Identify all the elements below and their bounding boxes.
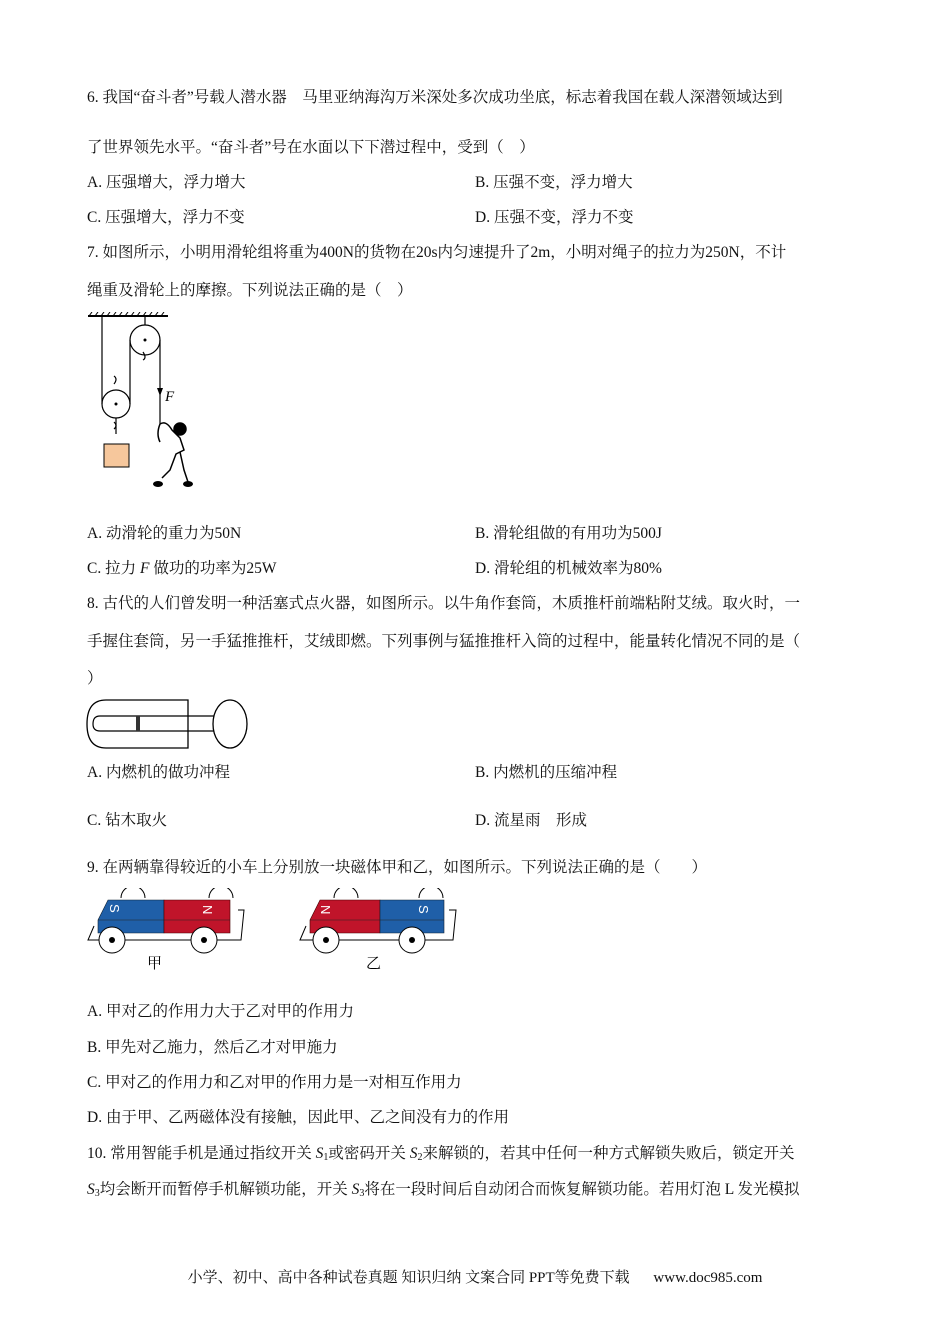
q6-option-b: B. 压强不变，浮力增大 xyxy=(475,174,633,191)
q7-option-c-rest: 做功的功率为25W xyxy=(153,560,277,577)
q7-stem-line2: 绳重及滑轮上的摩擦。下列说法正确的是（ ） xyxy=(87,282,413,299)
q9-option-b: B. 甲先对乙施力，然后乙才对甲施力 xyxy=(87,1039,338,1056)
q6-option-a: A. 压强增大，浮力增大 xyxy=(87,174,246,191)
page-footer xyxy=(0,1268,950,1288)
sub: 3 xyxy=(359,1188,365,1199)
q6-stem-line2: 了世界领先水平。“奋斗者”号在水面以下下潜过程中，受到（ ） xyxy=(87,139,535,156)
q9-stem: 9. 在两辆靠得较近的小车上分别放一块磁体甲和乙，如图所示。下列说法正确的是（ ） xyxy=(87,859,708,876)
q6-option-d: D. 压强不变，浮力不变 xyxy=(475,209,634,226)
q9-option-d: D. 由于甲、乙两磁体没有接触，因此甲、乙之间没有力的作用 xyxy=(87,1109,509,1126)
pole-n-2: N xyxy=(318,905,333,915)
car1-caption: 甲 xyxy=(147,954,163,972)
q8-stem-line2: 手握住套筒，另一手猛推推杆，艾绒即燃。下列事例与猛推推杆入筒的过程中，能量转化情况不同的是（ xyxy=(87,633,801,650)
q8-option-b: B. 内燃机的压缩冲程 xyxy=(475,764,618,781)
q9-option-c: C. 甲对乙的作用力和乙对甲的作用力是一对相互作用力 xyxy=(87,1074,462,1091)
pulley-figure xyxy=(88,312,198,492)
force-label: F xyxy=(165,389,175,405)
q7-option-d: D. 滑轮组的机械效率为80% xyxy=(475,560,662,577)
sub: 1 xyxy=(323,1152,329,1163)
q6-option-c: C. 压强增大，浮力不变 xyxy=(87,209,245,226)
q7-stem-line1: 7. 如图所示，小明用滑轮组将重为400N的货物在20s内匀速提升了2m，小明对绳子的拉力为250N，不计 xyxy=(87,244,787,261)
text: 均会断开而暂停手机解锁功能，开关 xyxy=(99,1181,352,1198)
q6-stem-line1: 6. 我国“奋斗者”号载人潜水器 马里亚纳海沟万米深处多次成功坐底，标志着我国在载人深潜领域达到 xyxy=(87,89,783,106)
q10-stem-line1 xyxy=(87,1144,795,1168)
sub: 2 xyxy=(417,1152,423,1163)
magnet-cars-figure xyxy=(86,888,466,983)
q7-option-a: A. 动滑轮的重力为50N xyxy=(87,525,242,542)
q7-option-c-prefix: C. 拉力 xyxy=(87,560,137,577)
text: 或密码开关 xyxy=(328,1145,410,1162)
q7-option-c xyxy=(87,559,276,579)
q8-stem-line3: ） xyxy=(87,670,103,687)
var-s2: S xyxy=(409,1145,418,1162)
sub: 3 xyxy=(94,1188,100,1199)
footer-text: 小学、初中、高中各种试卷真题 知识归纳 文案合同 PPT等免费下载 xyxy=(187,1270,630,1286)
pole-n-1: N xyxy=(200,905,215,915)
q8-option-c: C. 钻木取火 xyxy=(87,812,168,829)
pole-s-2: S xyxy=(416,905,431,914)
q10-stem-line2 xyxy=(87,1180,800,1204)
q9-option-a: A. 甲对乙的作用力大于乙对甲的作用力 xyxy=(87,1003,354,1020)
person-icon xyxy=(158,423,188,482)
footer-url[interactable]: www.doc985.com xyxy=(653,1270,763,1286)
text: 来解锁的，若其中任何一种方式解锁失败后，锁定开关 xyxy=(422,1145,795,1162)
q7-option-c-var: F xyxy=(139,560,150,577)
q8-option-d: D. 流星雨 形成 xyxy=(475,812,587,829)
q8-option-a: A. 内燃机的做功冲程 xyxy=(87,764,230,781)
q8-stem-line1: 8. 古代的人们曾发明一种活塞式点火器，如图所示。以牛角作套筒，木质推杆前端粘附艾绒。取火时，一 xyxy=(87,595,801,612)
var-s3: S xyxy=(87,1181,95,1198)
pole-s-1: S xyxy=(107,904,122,913)
var-s1: S xyxy=(315,1145,324,1162)
text: 将在一段时间后自动闭合而恢复解锁功能。若用灯泡 L 发光模拟 xyxy=(364,1181,800,1198)
text: 10. 常用智能手机是通过指纹开关 xyxy=(87,1145,316,1162)
q7-option-b: B. 滑轮组做的有用功为500J xyxy=(475,525,662,542)
car2-caption: 乙 xyxy=(366,954,382,972)
fire-piston-figure xyxy=(86,698,250,757)
var-s3: S xyxy=(351,1181,360,1198)
